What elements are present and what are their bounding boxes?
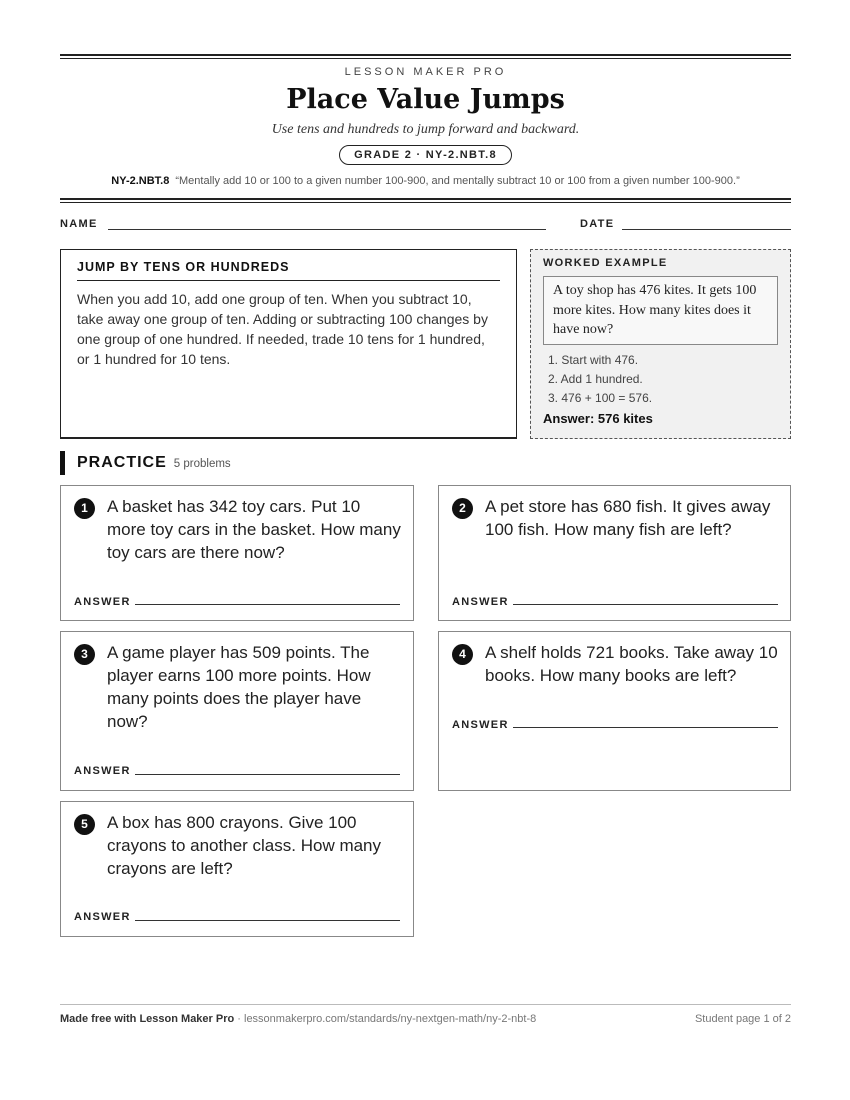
worksheet-page: [60, 0, 791, 1100]
footer-made-by: Made free with Lesson Maker Pro: [60, 1013, 235, 1025]
practice-count: 5 problems: [173, 458, 231, 470]
concept-box: [60, 249, 517, 439]
worked-example-step: 2. Add 1 hundred.: [548, 371, 643, 386]
worked-example-step: 1. Start with 476.: [548, 352, 639, 367]
worked-example-box: [530, 249, 791, 439]
footer-url[interactable]: · lessonmakerpro.com/standards/ny-nextgen-math/ny-2-nbt-8: [234, 1013, 537, 1025]
answer-field[interactable]: [135, 774, 400, 775]
name-date-row: [60, 216, 791, 232]
answer-label: ANSWER: [452, 596, 509, 608]
problem-text: A basket has 342 toy cars. Put 10 more toy cars in the basket. How many toy cars are there now?: [107, 497, 401, 562]
problem-card: [438, 631, 791, 791]
problem-text: A pet store has 680 fish. It gives away 100 fish. How many fish are left?: [485, 497, 771, 539]
problem-card: [60, 631, 414, 791]
problem-text: A game player has 509 points. The player earns 100 more points. How many points does the player have now?: [107, 643, 371, 731]
answer-field[interactable]: [135, 920, 400, 921]
problem-text: A shelf holds 721 books. Take away 10 books. How many books are left?: [485, 643, 778, 685]
name-label: NAME: [60, 218, 98, 230]
name-field[interactable]: [108, 229, 546, 230]
problem-number: 5: [74, 814, 95, 835]
practice-header: [60, 451, 231, 475]
header-bottom-rule: [60, 198, 791, 203]
page-title: Place Value Jumps: [286, 84, 565, 115]
footer-page-number: Student page 1 of 2: [694, 1013, 791, 1025]
date-label: DATE: [580, 218, 615, 230]
page-subtitle: Use tens and hundreds to jump forward and backward.: [271, 122, 580, 137]
worked-example-step: 3. 476 + 100 = 576.: [548, 390, 653, 405]
standard-statement: [60, 175, 791, 187]
brand-name: LESSON MAKER PRO: [344, 66, 507, 78]
standard-text: “Mentally add 10 or 100 to a given number 100-900, and mentally subtract 10 or 100 from a given number 100-900.”: [175, 175, 740, 187]
answer-field[interactable]: [513, 727, 778, 728]
worked-example-answer: Answer: 576 kites: [543, 410, 653, 426]
grade-badge: GRADE 2 · NY-2.NBT.8: [339, 145, 512, 165]
problem-card: [60, 801, 414, 937]
answer-field[interactable]: [135, 604, 400, 605]
page-footer: [60, 1004, 791, 1025]
problem-number: 1: [74, 498, 95, 519]
answer-label: ANSWER: [74, 911, 131, 923]
problem-card: [438, 485, 791, 621]
practice-title: PRACTICE: [77, 454, 167, 471]
worked-example-heading: WORKED EXAMPLE: [543, 257, 668, 269]
worked-example-steps: [543, 351, 778, 408]
problem-card: [60, 485, 414, 621]
problem-number: 3: [74, 644, 95, 665]
answer-label: ANSWER: [452, 719, 509, 731]
answer-label: ANSWER: [74, 596, 131, 608]
answer-label: ANSWER: [74, 765, 131, 777]
top-rule: [60, 54, 791, 59]
concept-heading: JUMP BY TENS OR HUNDREDS: [77, 260, 500, 281]
concept-body: When you add 10, add one group of ten. When you subtract 10, take away one group of ten. Adding or subtracting 100 changes by one group of one hundred. If needed, trade 10 tens for 1 hundred, or 1 hundred for 10 tens.: [77, 291, 488, 367]
problem-text: A box has 800 crayons. Give 100 crayons to another class. How many crayons are left?: [107, 813, 382, 878]
worked-example-problem: A toy shop has 476 kites. It gets 100 more kites. How many kites does it have now?: [543, 276, 778, 345]
problem-number: 2: [452, 498, 473, 519]
problem-number: 4: [452, 644, 473, 665]
date-field[interactable]: [622, 229, 791, 230]
standard-code: NY-2.NBT.8: [111, 175, 170, 187]
answer-field[interactable]: [513, 604, 778, 605]
